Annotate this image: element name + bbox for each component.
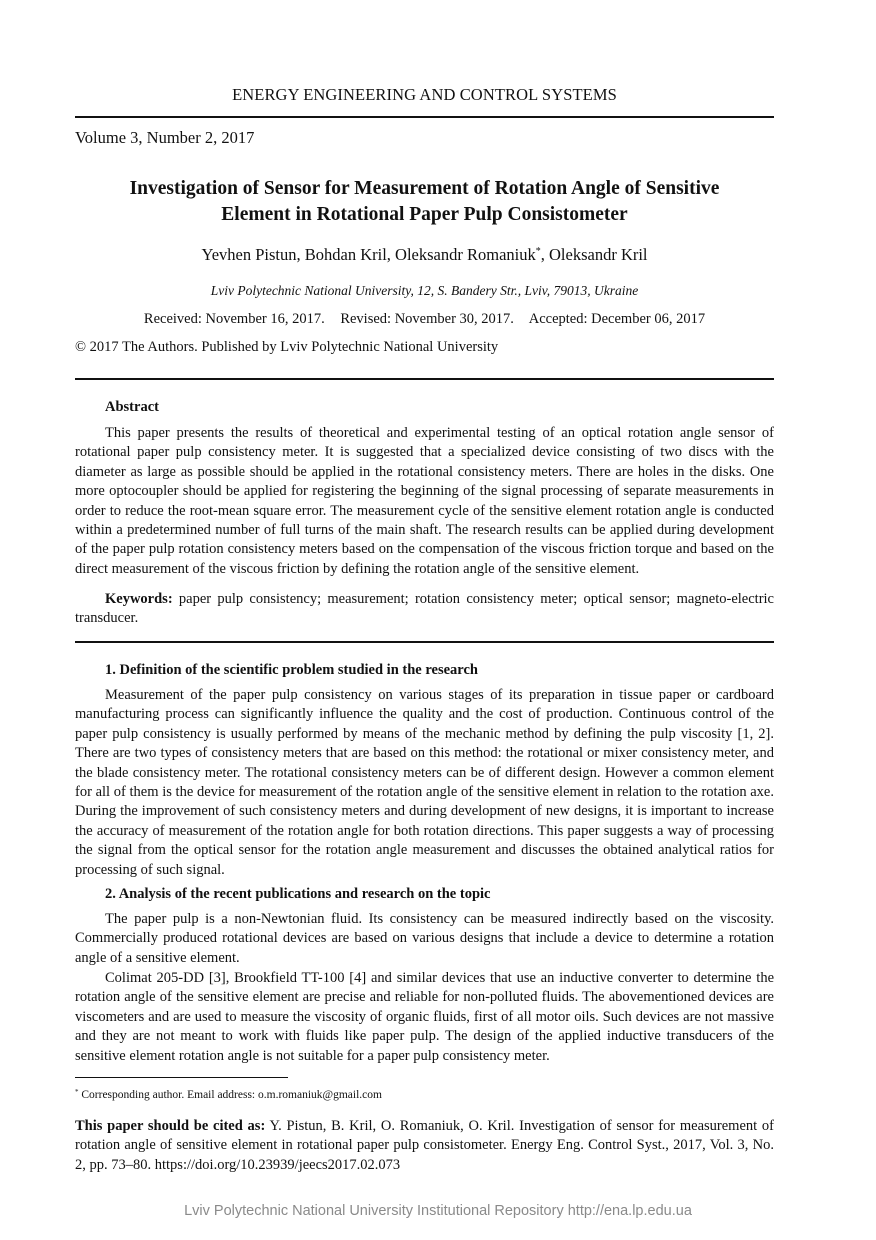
volume-info: Volume 3, Number 2, 2017 (75, 128, 255, 147)
copyright-notice: © 2017 The Authors. Published by Lviv Polytechnic National University (75, 339, 499, 355)
title-line-2: Element in Rotational Paper Pulp Consistometer (221, 204, 628, 225)
title-line-1: Investigation of Sensor for Measurement of Rotation Angle of Sensitive (129, 178, 720, 199)
section-2-heading: 2. Analysis of the recent publications and research on the topic (105, 886, 491, 902)
section-1-heading: 1. Definition of the scientific problem studied in the research (105, 662, 478, 678)
footnote-text: Corresponding author. Email address: o.m.romaniuk@gmail.com (78, 1089, 382, 1101)
article-title (75, 176, 774, 228)
revised-date: Revised: November 30, 2017. (340, 311, 514, 327)
section-2-paragraph-2: Colimat 205-DD [3], Brookfield TT-100 [4] and similar devices that use an inductive converter to determine the rotation angle of the sensitive element are precise and reliable for non-polluted fluids. The abovementioned devices are viscometers and are used to measure the viscosity of organic fluids, first of all motor oils. Such devices are not massive and they are not meant to work with fluids like paper pulp. The design of the applied inductive transducers of the sensitive element rotation angle is not suitable for a paper pulp consistency meter. (75, 970, 774, 1064)
received-date: Received: November 16, 2017. (143, 311, 325, 327)
corresponding-mark: * (535, 246, 541, 257)
section-2-paragraph-1: The paper pulp is a non-Newtonian fluid. Its consistency can be measured indirectly based on the viscosity. Commercially produced rotational devices are based on various designs that include a device to determine a rotation angle of a sensitive element. (75, 911, 774, 966)
header-rule (75, 116, 774, 118)
footnote-rule (75, 1077, 288, 1078)
citation-label: This paper should be cited as: (75, 1118, 266, 1134)
abstract-text: This paper presents the results of theoretical and experimental testing of an optical rotation angle sensor of rotational paper pulp consistency meter. It is suggested that a specialized device consisting of two discs with the diameter as large as possible should be applied in the rotational consistency meters. There are holes in the disks. One more optocoupler should be applied for registering the beginning of the signal processing of separate measurements in order to reduce the root-mean square error. The measurement cycle of the sensitive element rotation angle is conducted within a predetermined number of full turns of the main shaft. The research results can be applied during development of the paper pulp rotation consistency meters based on the compensation of the viscous friction torque and based on the direct measurement of the viscous friction by defining the rotation angle of the sensitive element. (75, 425, 774, 577)
keywords-list: paper pulp consistency; measurement; rotation consistency meter; optical sensor; magneto-electric transducer. (75, 591, 774, 627)
footnote-mark: * (75, 1088, 79, 1096)
footnote (75, 1088, 382, 1101)
authors-rest: , Oleksandr Kril (540, 245, 648, 264)
accepted-date: Accepted: December 06, 2017 (528, 311, 706, 327)
keywords (75, 590, 774, 629)
section-1-paragraph-1: Measurement of the paper pulp consistency on various stages of its preparation in tissue paper or cardboard manufacturing process can significantly influence the quality and the cost of production. Continuous control of the paper pulp consistency is usually performed by means of the mechanic method by defining the pulp viscosity [1, 2]. There are two types of consistency meters that are based on this method: the rotational or mixer consistency meter, and the blade consistency meter. The rotational consistency meters can be of different design. However a common element for all of them is the device for measurement of the rotation angle of the sensitive element in relation to the rotation axe. During the improvement of such consistency meters and during development of new designs, it is important to increase the accuracy of measurement of the rotation angle for both rotation directions. This paper suggests a way of processing the signal from the optical sensor for the rotation angle measurement and discusses the obtained analytical ratios for processing of such signal. (75, 687, 774, 878)
article-dates (75, 311, 774, 328)
journal-name: ENERGY ENGINEERING AND CONTROL SYSTEMS (232, 85, 617, 104)
affiliation: Lviv Polytechnic National University, 12, S. Bandery Str., Lviv, 79013, Ukraine (210, 283, 639, 298)
abstract-heading: Abstract (105, 399, 159, 415)
citation-text: Y. Pistun, B. Kril, O. Romaniuk, O. Kril. Investigation of sensor for measurement of rotation angle of sensitive element in rotational paper pulp consistometer. Energy Eng. Control Syst., 2017, Vol. 3, No. 2, pp. 73–80. https://doi.org/10.23939/jeecs2017.02.073 (75, 1118, 774, 1173)
abstract-top-rule (75, 378, 774, 380)
keywords-label: Keywords: (105, 591, 173, 607)
authors-main: Yevhen Pistun, Bohdan Kril, Oleksandr Romaniuk (201, 245, 536, 264)
authors (75, 245, 774, 265)
repository-footer: Lviv Polytechnic National University Institutional Repository http://ena.lp.edu.ua (184, 1203, 692, 1219)
citation (75, 1117, 774, 1175)
abstract-bottom-rule (75, 641, 774, 643)
